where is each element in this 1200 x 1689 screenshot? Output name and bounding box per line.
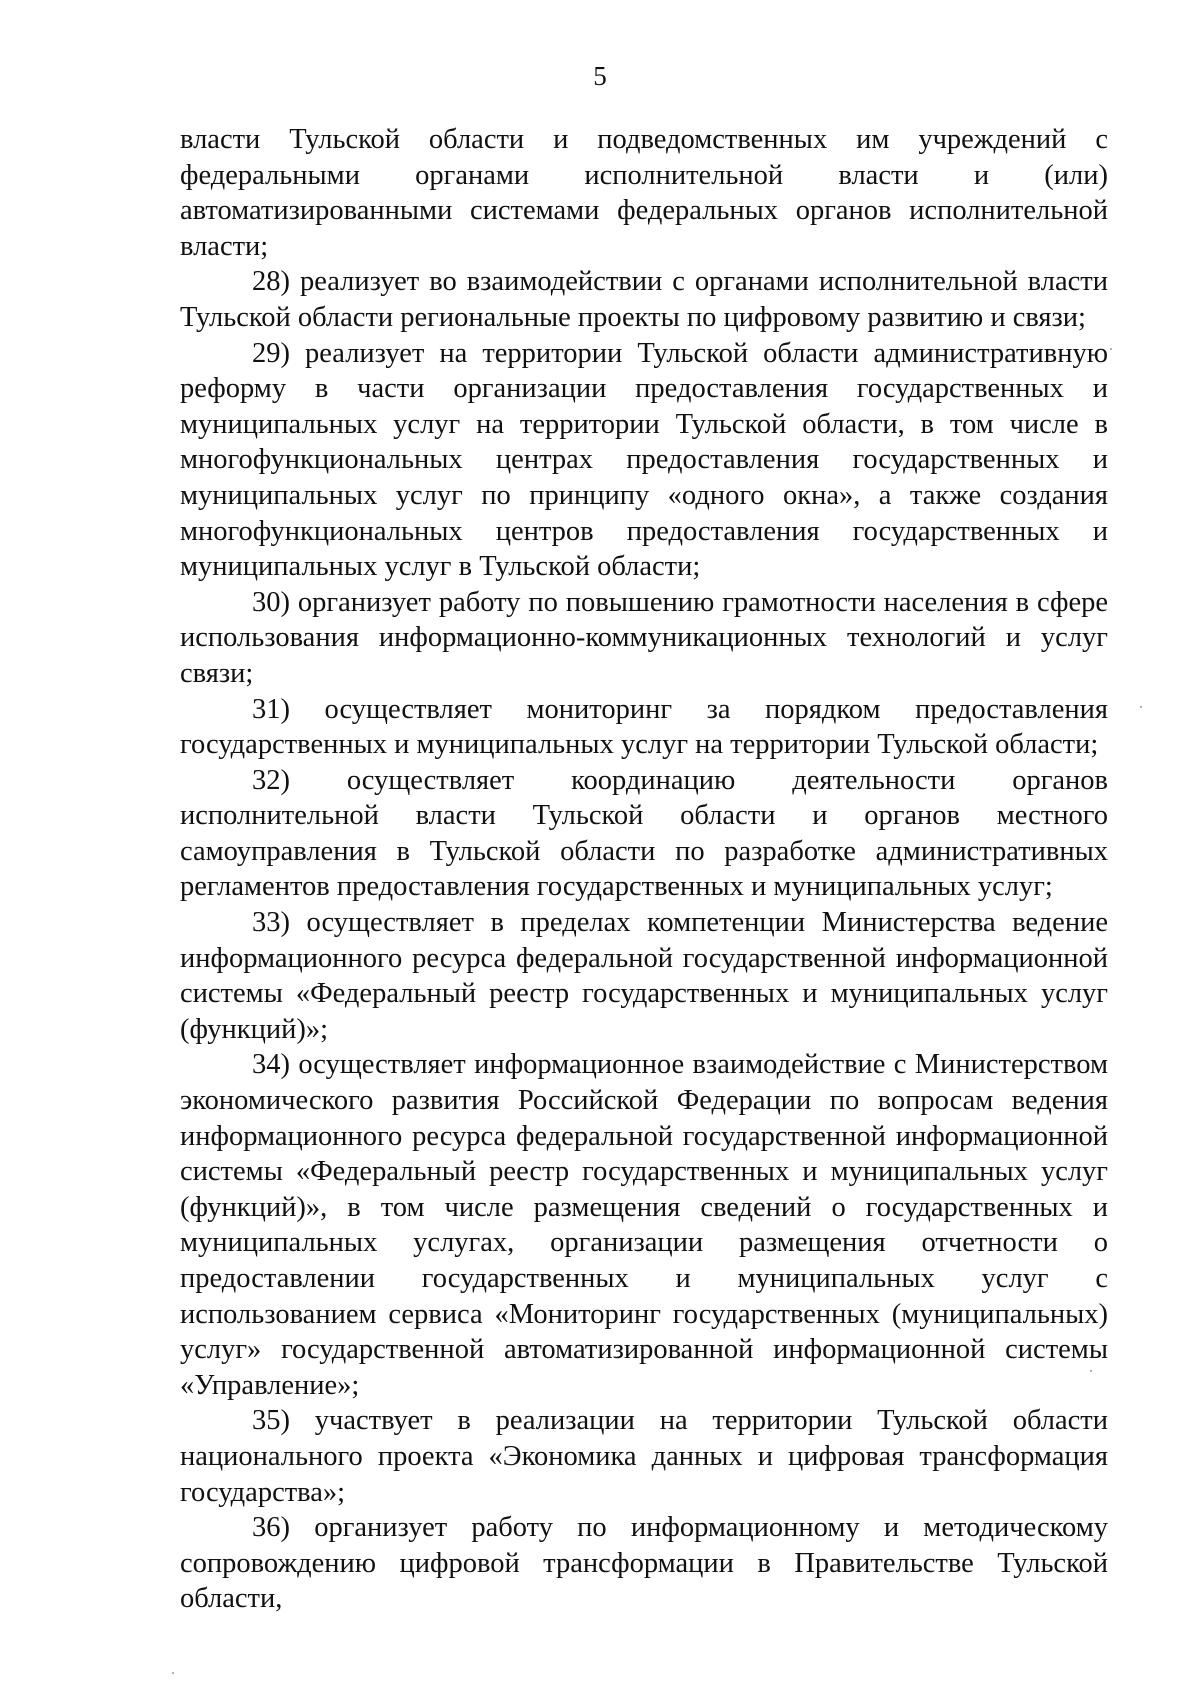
scan-speck — [1110, 348, 1112, 350]
paragraph-item-36: 36) организует работу по информационному и методическому сопровождению цифровой трансформации в Правительстве Тульской области, — [180, 1512, 1108, 1615]
paragraph-item-30: 30) организует работу по повышению грамотности населения в сфере использования информационно-коммуникационных технологий и услуг связи; — [180, 586, 1108, 689]
paragraph-continuation: власти Тульской области и подведомственных им учреждений с федеральными органами исполнительной власти и (или) автоматизированными системами федеральных органов исполнительной власти; — [180, 124, 1108, 262]
paragraph-item-33: 33) осуществляет в пределах компетенции Министерства ведение информационного ресурса федеральной государственной информационной системы «Федеральный реестр государственных и муниципальных услуг (функций)»; — [180, 907, 1108, 1045]
paragraph-item-29: 29) реализует на территории Тульской области административную реформу в части организации предоставления государственных и муниципальных услуг на территории Тульской области, в том числе в многофункциональных центрах предоставления государственных и муниципальных услуг по принципу «одного окна», а также создания многофункциональных центров предоставления государственных и муниципальных услуг в Тульской области; — [180, 337, 1108, 583]
page-number: 5 — [593, 61, 607, 91]
document-body — [180, 122, 1108, 1617]
paragraph-item-32: 32) осуществляет координацию деятельности органов исполнительной власти Тульской области и органов местного самоуправления в Тульской области по разработке административных регламентов предоставления государственных и муниципальных услуг; — [180, 764, 1108, 903]
scan-speck — [1090, 1370, 1092, 1372]
paragraph-item-34: 34) осуществляет информационное взаимодействие с Министерством экономического развития Российской Федерации по вопросам ведения информационного ресурса федеральной государственной информационной системы «Федеральный реестр государственных и муниципальных услуг (функций)», в том числе размещения сведений о государственных и муниципальных услугах, организации размещения отчетности о предоставлении государственных и муниципальных услуг с использованием сервиса «Мониторинг государственных (муниципальных) услуг» государственной автоматизированной информационной системы «Управление»; — [180, 1049, 1108, 1401]
scan-speck — [1140, 706, 1142, 708]
paragraph-item-31: 31) осуществляет мониторинг за порядком предоставления государственных и муниципальных услуг на территории Тульской области; — [180, 693, 1108, 761]
paragraph-item-35: 35) участвует в реализации на территории Тульской области национального проекта «Экономика данных и цифровая трансформация государства»; — [180, 1405, 1108, 1508]
scan-speck — [172, 1672, 174, 1674]
paragraph-item-28: 28) реализует во взаимодействии с органами исполнительной власти Тульской области региональные проекты по цифровому развитию и связи; — [180, 266, 1108, 333]
